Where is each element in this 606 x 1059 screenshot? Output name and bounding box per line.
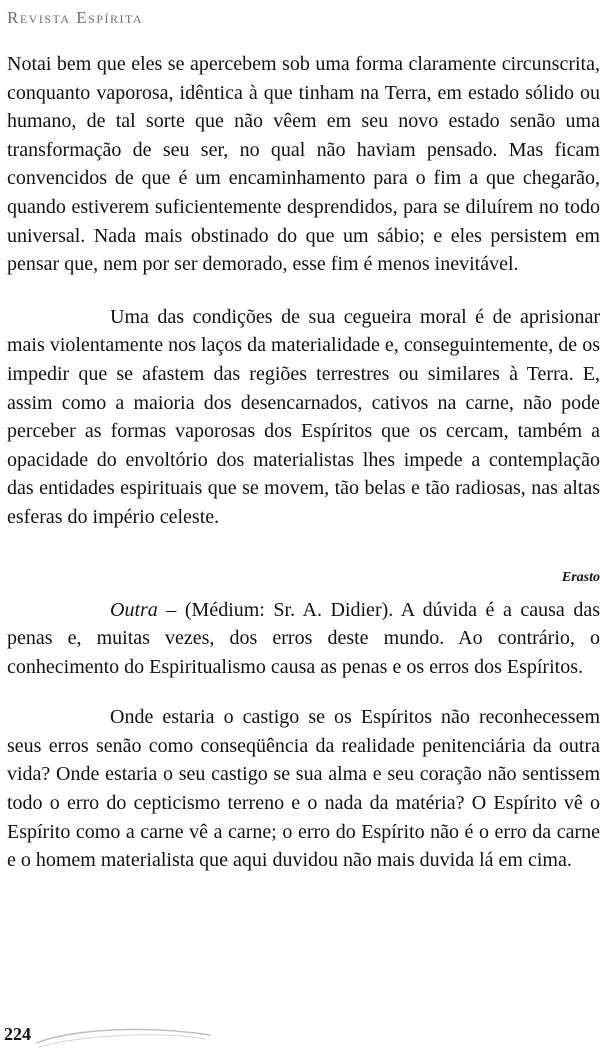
- paragraph-3-text: – (Médium: Sr. A. Didier). A dúvida é a causa das penas e, muitas vezes, dos erros deste mundo. Ao contrário, o conhecimento do Espiritualismo causa as penas e os erros dos Espíritos.: [7, 598, 600, 678]
- page-footer: [0, 1019, 606, 1059]
- paragraph-4: Onde estaria o castigo se os Espíritos não reconhecessem seus erros senão como conseqüência da realidade penitenciária da outra vida? Onde estaria o seu castigo se sua alma e seu coração não sentissem todo o erro do cepticismo terreno e o nada da matéria? O Espírito vê o Espírito como a carne vê a carne; o erro do Espírito não é o erro da carne e o homem materialista que aqui duvidou não mais duvida lá em cima.: [7, 706, 600, 872]
- paragraph-3: [7, 596, 600, 682]
- page-number: 224: [4, 1024, 31, 1044]
- paragraph-1: Notai bem que eles se apercebem sob uma forma claramente circunscrita, conquanto vaporosa, idêntica à que tinham na Terra, em estado sólido ou humano, de tal sorte que não vêem em seu novo estado senão uma transformação de seu ser, no qual não haviam pensado. Mas ficam convencidos de que é um encaminhamento para o fim a que chegarão, quando estiverem suficientemente desprendidos, para se diluírem no todo universal. Nada mais obstinado do que um sábio; e eles persistem em pensar que, nem por ser demorado, esse fim é menos inevitável.: [7, 53, 600, 276]
- running-header: Revista Espírita: [7, 8, 144, 27]
- message-label: Outra: [110, 598, 158, 621]
- decorative-swash-icon: [34, 1021, 214, 1051]
- paragraph-2: Uma das condições de sua cegueira moral é de aprisionar mais violentamente nos laços da materialidade e, conseguintemente, de os impedir que se afastem das regiões terrestres ou similares à Terra. E, assim como a maioria dos desencarnados, cativos na carne, não pode perceber as formas vaporosas dos Espíritos que os cercam, também a opacidade do envoltório dos materialistas lhes impede a contemplação das entidades espirituais que se movem, tão belas e tão radiosas, nas altas esferas do império celeste.: [7, 305, 600, 528]
- signature: Erasto: [561, 569, 600, 585]
- page-body: [7, 50, 600, 875]
